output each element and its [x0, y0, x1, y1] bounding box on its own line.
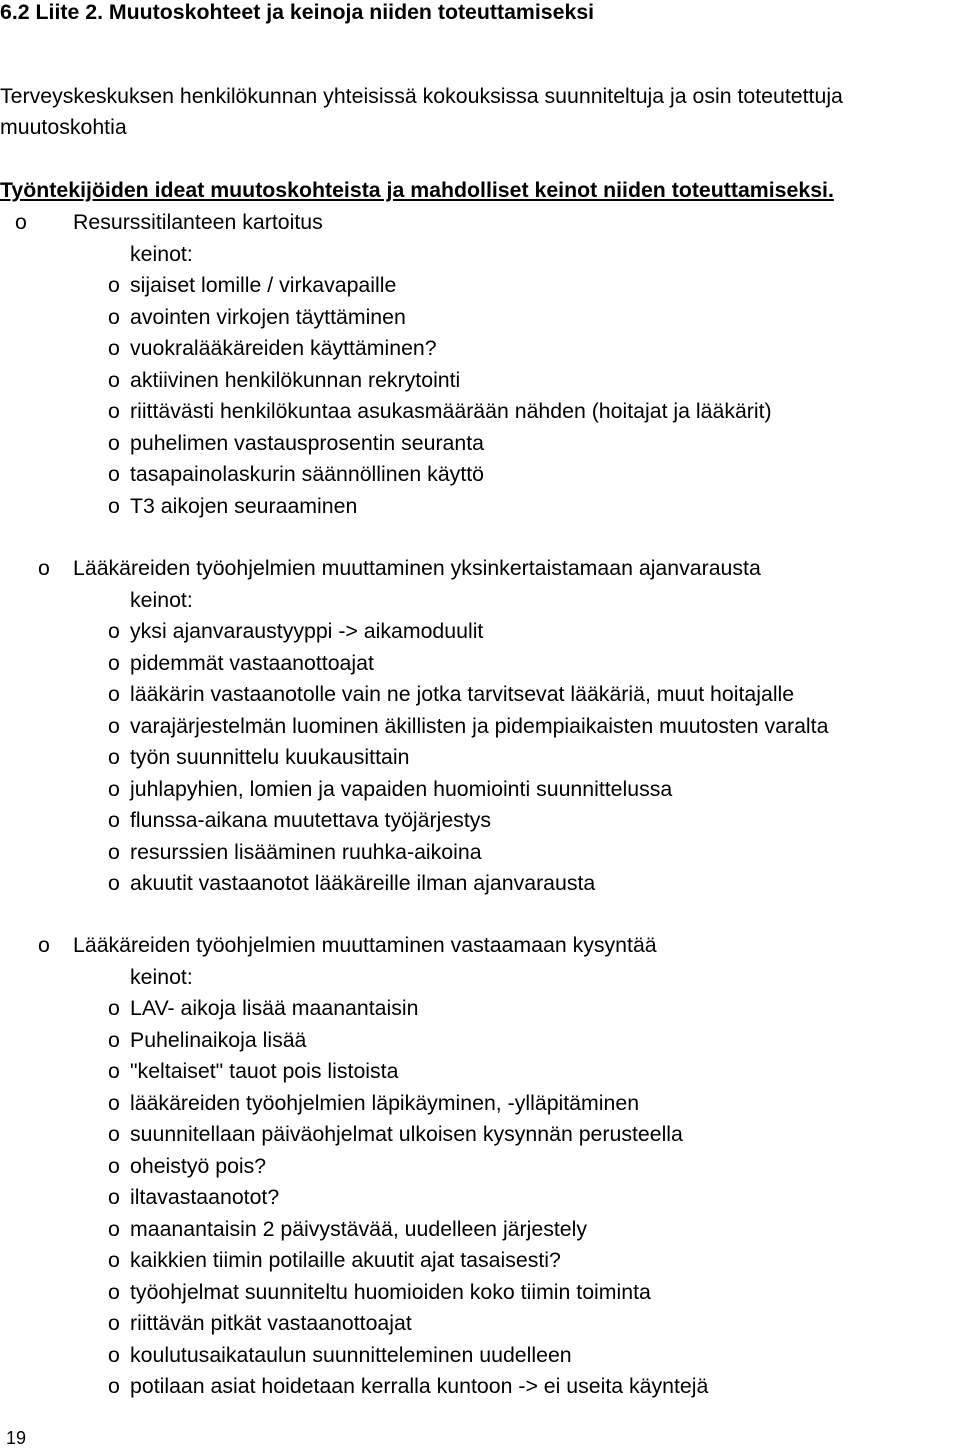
- list-item: T3 aikojen seuraaminen: [130, 493, 358, 518]
- section-title-bullet: o: [15, 210, 27, 234]
- list-item: juhlapyhien, lomien ja vapaiden huomiointi suunnittelussa: [130, 776, 673, 801]
- page-number: 19: [6, 1428, 27, 1448]
- list-item-bullet: o: [108, 839, 120, 864]
- list-item: sijaiset lomille / virkavapaille: [130, 273, 397, 297]
- list-item-bullet: o: [108, 367, 120, 392]
- list-item-bullet: o: [108, 1153, 120, 1178]
- list-item: LAV- aikoja lisää maanantaisin: [130, 996, 419, 1020]
- list-item-bullet: o: [108, 1122, 120, 1146]
- list-item: vuokralääkäreiden käyttäminen?: [130, 336, 437, 360]
- list-item: koulutusaikataulun suunnitteleminen uudelleen: [130, 1342, 572, 1367]
- list-item-bullet: o: [108, 430, 120, 455]
- list-item-bullet: o: [108, 273, 120, 297]
- list-item: oheistyö pois?: [130, 1153, 267, 1178]
- means-label: keinot:: [130, 587, 193, 612]
- list-item: Puhelinaikoja lisää: [130, 1027, 307, 1052]
- section-title: Resurssitilanteen kartoitus: [73, 210, 323, 234]
- list-item-bullet: o: [108, 996, 120, 1020]
- intro-line-2: muutoskohtia: [0, 115, 127, 139]
- section-title: Lääkäreiden työohjelmien muuttaminen yksinkertaistamaan ajanvarausta: [73, 556, 761, 580]
- list-item-bullet: o: [108, 1059, 120, 1083]
- list-item-bullet: o: [108, 1248, 120, 1272]
- list-item: työohjelmat suunniteltu huomioiden koko tiimin toiminta: [130, 1279, 651, 1304]
- list-item: yksi ajanvaraustyyppi -> aikamoduulit: [130, 619, 484, 643]
- list-item-bullet: o: [108, 462, 120, 486]
- list-item-bullet: o: [108, 808, 120, 832]
- list-item-bullet: o: [108, 682, 120, 706]
- list-item: pidemmät vastaanottoajat: [130, 650, 374, 675]
- list-item: puhelimen vastausprosentin seuranta: [130, 430, 484, 455]
- section-heading: 6.2 Liite 2. Muutoskohteet ja keinoja niiden toteuttamiseksi: [0, 0, 595, 24]
- intro-line-1: Terveyskeskuksen henkilökunnan yhteisissä kokouksissa suunniteltuja ja osin toteutettuja: [0, 84, 843, 108]
- list-item: tasapainolaskurin säännöllinen käyttö: [130, 462, 484, 486]
- list-item-bullet: o: [108, 1185, 120, 1209]
- list-item-bullet: o: [108, 1311, 120, 1335]
- list-item-bullet: o: [108, 1090, 120, 1115]
- list-item-bullet: o: [108, 1027, 120, 1052]
- list-item: kaikkien tiimin potilaille akuutit ajat tasaisesti?: [130, 1248, 561, 1272]
- means-label: keinot:: [130, 964, 193, 989]
- list-item: "keltaiset" tauot pois listoista: [130, 1059, 399, 1083]
- subheading: Työntekijöiden ideat muutoskohteista ja mahdolliset keinot niiden toteuttamiseksi.: [0, 178, 834, 202]
- list-item: aktiivinen henkilökunnan rekrytointi: [130, 367, 461, 392]
- list-item: resurssien lisääminen ruuhka-aikoina: [130, 839, 482, 864]
- list-item: riittävän pitkät vastaanottoajat: [130, 1311, 412, 1335]
- list-item: työn suunnittelu kuukausittain: [130, 745, 410, 769]
- list-item: varajärjestelmän luominen äkillisten ja pidempiaikaisten muutosten varalta: [130, 713, 829, 738]
- list-item-bullet: o: [108, 1342, 120, 1367]
- list-item: iltavastaanotot?: [130, 1185, 280, 1209]
- list-item-bullet: o: [108, 871, 120, 895]
- list-item-bullet: o: [108, 650, 120, 675]
- list-item: lääkäreiden työohjelmien läpikäyminen, -ylläpitäminen: [130, 1090, 640, 1115]
- section-title-bullet: o: [38, 933, 50, 957]
- list-item-bullet: o: [108, 1374, 120, 1398]
- section-title: Lääkäreiden työohjelmien muuttaminen vastaamaan kysyntää: [73, 933, 657, 957]
- list-item: potilaan asiat hoidetaan kerralla kuntoon -> ei useita käyntejä: [130, 1374, 709, 1398]
- list-item-bullet: o: [108, 776, 120, 801]
- list-item: lääkärin vastaanotolle vain ne jotka tarvitsevat lääkäriä, muut hoitajalle: [130, 682, 795, 706]
- means-label: keinot:: [130, 241, 193, 266]
- list-item: riittävästi henkilökuntaa asukasmäärään nähden (hoitajat ja lääkärit): [130, 399, 772, 423]
- list-item-bullet: o: [108, 1279, 120, 1304]
- list-item-bullet: o: [108, 713, 120, 738]
- list-item: suunnitellaan päiväohjelmat ulkoisen kysynnän perusteella: [130, 1122, 683, 1146]
- list-item: flunssa-aikana muutettava työjärjestys: [130, 808, 492, 832]
- list-item-bullet: o: [108, 745, 120, 769]
- list-item: maanantaisin 2 päivystävää, uudelleen järjestely: [130, 1216, 587, 1241]
- list-item: avointen virkojen täyttäminen: [130, 304, 406, 329]
- list-item-bullet: o: [108, 493, 120, 518]
- list-item-bullet: o: [108, 619, 120, 643]
- list-item-bullet: o: [108, 336, 120, 360]
- list-item-bullet: o: [108, 1216, 120, 1241]
- list-item-bullet: o: [108, 399, 120, 423]
- list-item-bullet: o: [108, 304, 120, 329]
- section-title-bullet: o: [38, 556, 50, 580]
- list-item: akuutit vastaanotot lääkäreille ilman ajanvarausta: [130, 871, 596, 895]
